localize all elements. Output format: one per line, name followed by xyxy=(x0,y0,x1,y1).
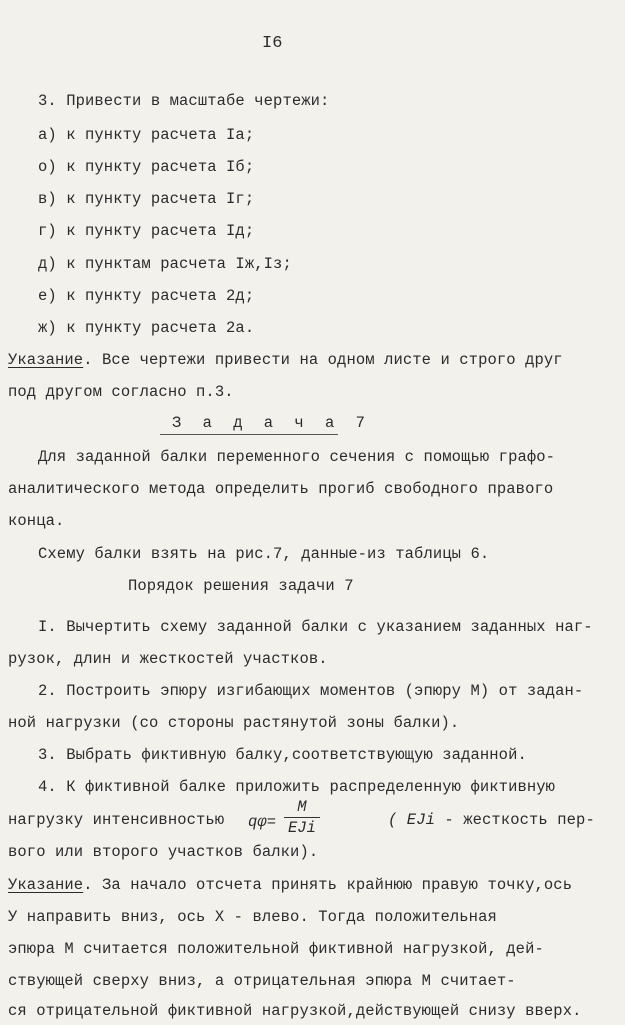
note-text: . За начало отсчета принять крайнюю правую точку,ось xyxy=(83,876,573,894)
page-number: I6 xyxy=(262,34,283,53)
order-title: Порядок решения задачи 7 xyxy=(128,577,354,595)
section-3-heading: 3. Привести в масштабе чертежи: xyxy=(38,92,330,110)
stiffness-note xyxy=(388,811,595,829)
scheme-reference: Схему балки взять на рис.7, данные-из таблицы 6. xyxy=(38,545,490,563)
note-text-line: под другом согласно п.3. xyxy=(8,383,234,401)
note-text: . Все чертежи привести на одном листе и строго друг xyxy=(83,351,563,369)
list-item: о) к пункту расчета Iб; xyxy=(38,158,255,176)
task-title: З а д а ч а 7 xyxy=(172,414,371,432)
task-text-line: конца. xyxy=(8,512,65,530)
fraction-denominator: EJi xyxy=(288,819,316,837)
task-text-line: Для заданной балки переменного сечения с помощью графо- xyxy=(38,448,556,466)
note-paragraph-2 xyxy=(8,876,572,894)
note-text-line: ствующей сверху вниз, а отрицательная эпюра М считает- xyxy=(8,972,516,990)
list-item: е) к пункту расчета 2д; xyxy=(38,287,255,305)
note-label: Указание xyxy=(8,876,84,894)
step-4-line: 4. К фиктивной балке приложить распределенную фиктивную xyxy=(38,778,556,796)
step-4-line: нагрузку интенсивностью xyxy=(8,811,225,829)
list-item: г) к пункту расчета Iд; xyxy=(38,222,255,240)
list-item: ж) к пункту расчета 2а. xyxy=(38,319,255,337)
note-label: Указание xyxy=(8,351,84,369)
list-item: в) к пункту расчета Iг; xyxy=(38,190,255,208)
stiffness-formula: ( EJi xyxy=(388,811,436,829)
q-phi-symbol: qφ= xyxy=(248,813,277,831)
step-4-line: вого или второго участков балки). xyxy=(8,843,319,861)
stiffness-text: - жесткость пер- xyxy=(435,811,595,829)
note-text-line: ся отрицательной фиктивной нагрузкой,действующей снизу вверх. xyxy=(8,1002,582,1020)
step-3-line: 3. Выбрать фиктивную балку,соответствующую заданной. xyxy=(38,746,527,764)
title-underline xyxy=(160,434,338,435)
task-text-line: аналитического метода определить прогиб свободного правого xyxy=(8,480,554,498)
step-2-line: ной нагрузки (со стороны растянутой зоны балки). xyxy=(8,714,460,732)
list-item: а) к пункту расчета Iа; xyxy=(38,126,255,144)
note-paragraph-1 xyxy=(8,351,563,369)
note-text-line: У направить вниз, ось Х - влево. Тогда положительная xyxy=(8,908,497,926)
step-1-line: I. Вычертить схему заданной балки с указанием заданных наг- xyxy=(38,618,593,636)
step-2-line: 2. Построить эпюру изгибающих моментов (эпюру М) от задан- xyxy=(38,682,584,700)
step-1-line: рузок, длин и жесткостей участков. xyxy=(8,650,328,668)
note-text-line: эпюра М считается положительной фиктивной нагрузкой, дей- xyxy=(8,940,544,958)
list-item: д) к пунктам расчета Iж,Iз; xyxy=(38,255,292,273)
fraction-bar xyxy=(284,817,320,818)
fraction-numerator: M xyxy=(297,798,307,816)
moment-fraction xyxy=(284,798,320,837)
